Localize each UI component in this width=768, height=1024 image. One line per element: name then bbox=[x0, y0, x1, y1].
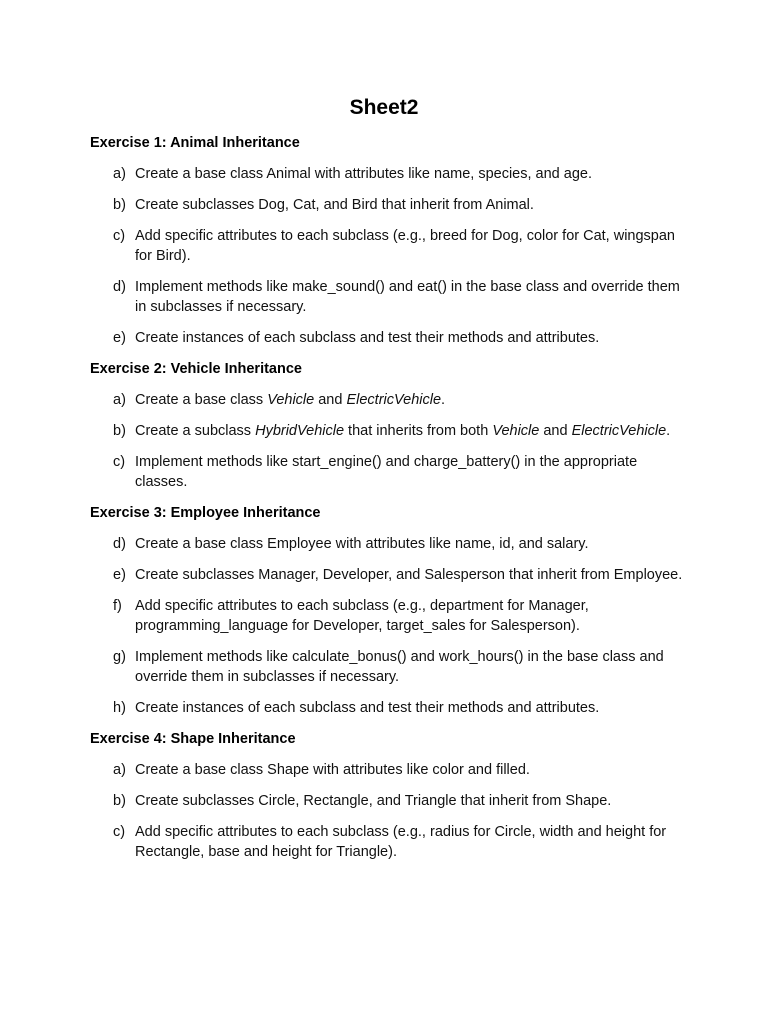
list-item-marker: b) bbox=[113, 197, 126, 213]
list-item-marker: b) bbox=[113, 793, 126, 809]
list-item-marker: c) bbox=[113, 454, 126, 470]
list-item bbox=[90, 647, 690, 687]
list-item bbox=[90, 328, 690, 348]
list-item-text: Create subclasses Dog, Cat, and Bird that inherit from Animal. bbox=[135, 197, 534, 213]
list-item-text: Create a base class Animal with attributes like name, species, and age. bbox=[135, 166, 592, 182]
list-item-text: Create subclasses Circle, Rectangle, and Triangle that inherit from Shape. bbox=[135, 793, 612, 809]
text-run: . bbox=[666, 423, 671, 439]
list-item-marker: h) bbox=[113, 700, 126, 716]
list-item-marker: e) bbox=[113, 330, 126, 346]
list-item-text: Create a base class Employee with attributes like name, id, and salary. bbox=[135, 536, 589, 552]
text-run: . bbox=[441, 392, 446, 408]
list-item bbox=[90, 390, 690, 410]
list-item-text: Create subclasses Manager, Developer, and Salesperson that inherit from Employee. bbox=[135, 567, 683, 583]
list-item bbox=[90, 791, 690, 811]
list-item-marker: g) bbox=[113, 649, 126, 665]
list-item-marker: c) bbox=[113, 228, 126, 244]
list-item-marker: e) bbox=[113, 567, 126, 583]
list-item-text: Implement methods like start_engine() and charge_battery() in the appropriate classes. bbox=[135, 454, 638, 490]
list-item bbox=[90, 822, 690, 862]
list-item-text: Implement methods like calculate_bonus() and work_hours() in the base class and override them in subclasses if necessary. bbox=[135, 649, 664, 685]
page-title: Sheet2 bbox=[349, 96, 419, 119]
list-item-marker: d) bbox=[113, 279, 126, 295]
list-item-marker: b) bbox=[113, 423, 126, 439]
text-run: Create a base class bbox=[135, 392, 268, 408]
list-item-text: Create a base class Shape with attributes like color and filled. bbox=[135, 762, 530, 778]
italic-term: HybridVehicle bbox=[255, 423, 345, 439]
italic-term: ElectricVehicle bbox=[346, 392, 442, 408]
list-item bbox=[90, 195, 690, 215]
list-item-marker: d) bbox=[113, 536, 126, 552]
list-item-marker: a) bbox=[113, 166, 126, 182]
list-item-text: Implement methods like make_sound() and eat() in the base class and override them in subclasses if necessary. bbox=[135, 279, 680, 315]
list-item bbox=[90, 226, 690, 266]
italic-term: ElectricVehicle bbox=[571, 423, 667, 439]
list-item-text: Add specific attributes to each subclass (e.g., radius for Circle, width and height for Rectangle, base and height for Triangle). bbox=[135, 824, 667, 860]
exercise-heading: Exercise 3: Employee Inheritance bbox=[90, 505, 321, 521]
list-item bbox=[90, 596, 690, 636]
list-item-text bbox=[135, 421, 690, 441]
list-item-marker: a) bbox=[113, 762, 126, 778]
list-item-text: Add specific attributes to each subclass (e.g., department for Manager, programming_language for Developer, target_sales for Salesperson). bbox=[135, 598, 589, 634]
text-run: that inherits from both bbox=[344, 423, 493, 439]
list-item-marker: c) bbox=[113, 824, 126, 840]
list-item bbox=[90, 760, 690, 780]
text-run: and bbox=[314, 392, 347, 408]
exercise-heading: Exercise 2: Vehicle Inheritance bbox=[90, 361, 302, 377]
text-run: Create a subclass bbox=[135, 423, 256, 439]
list-item-marker: f) bbox=[113, 598, 122, 614]
list-item bbox=[90, 164, 690, 184]
exercise-heading: Exercise 1: Animal Inheritance bbox=[90, 135, 300, 151]
document-body bbox=[90, 133, 690, 873]
list-item bbox=[90, 277, 690, 317]
exercise-heading: Exercise 4: Shape Inheritance bbox=[90, 731, 296, 747]
list-item-text: Create instances of each subclass and test their methods and attributes. bbox=[135, 700, 600, 716]
list-item-marker: a) bbox=[113, 392, 126, 408]
list-item bbox=[90, 698, 690, 718]
italic-term: Vehicle bbox=[492, 423, 540, 439]
list-item-text bbox=[135, 390, 690, 410]
list-item bbox=[90, 565, 690, 585]
list-item bbox=[90, 534, 690, 554]
list-item bbox=[90, 452, 690, 492]
list-item-text: Add specific attributes to each subclass (e.g., breed for Dog, color for Cat, wingspan for Bird). bbox=[135, 228, 675, 264]
list-item-text: Create instances of each subclass and test their methods and attributes. bbox=[135, 330, 600, 346]
italic-term: Vehicle bbox=[267, 392, 315, 408]
list-item bbox=[90, 421, 690, 441]
text-run: and bbox=[539, 423, 572, 439]
